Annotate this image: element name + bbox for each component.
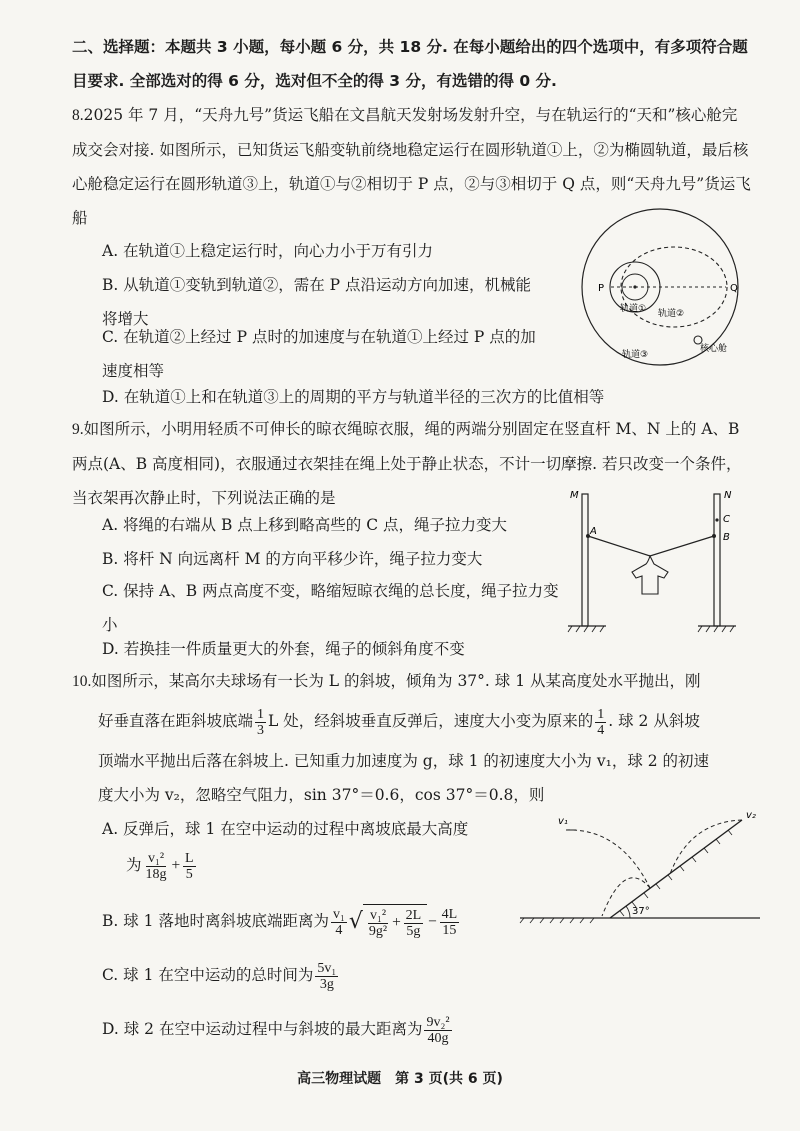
- fraction-one-quarter: $\frac{1}{4}$: [597, 706, 605, 738]
- question-9-option-d: D. 若换挂一件质量更大的外套，绳子的倾斜角度不变: [102, 640, 465, 658]
- slope-figure: [510, 808, 770, 928]
- label-angle: 37°: [632, 906, 650, 917]
- question-9-stem: 如图所示，小明用轻质不可伸长的晾衣绳晾衣服，绳的两端分别固定在竖直杆 M、N 上的 A、B 两点(A、B 高度相同)，衣服通过衣架挂在绳上处于静止状态，不计一切摩擦. 若只改变一个条件，当衣架再次静止时，下列说法正确的是: [72, 420, 742, 507]
- shirt-icon: [632, 556, 668, 594]
- ball-1-trajectory: [566, 830, 650, 888]
- question-8-number: 8.: [72, 107, 84, 124]
- question-9-number: 9.: [72, 421, 84, 438]
- question-10-option-c: C. 球 1 在空中运动的总时间为 $\frac{\text{5v₁}}{3g}$: [102, 960, 337, 992]
- clothesline-figure: [560, 484, 750, 634]
- core-module-icon: [694, 336, 702, 344]
- label-c: C: [723, 514, 730, 525]
- point-c-dot: [715, 518, 718, 521]
- label-m: M: [570, 490, 579, 501]
- section-title: 二、选择题：本题共 3 小题，每小题 6 分，共 18 分. 在每小题给出的四个选项中，有多项符合题目要求. 全部选对的得 6 分，选对但不全的得 3 分，有选错的得 0 分.: [72, 38, 748, 90]
- orbit-figure: [550, 205, 760, 380]
- question-9-option-c: C. 保持 A、B 两点高度不变，略缩短晾衣绳的总长度，绳子拉力变小: [102, 582, 559, 634]
- question-9-option-a: A. 将绳的右端从 B 点上移到略高些的 C 点，绳子拉力变大: [102, 516, 508, 534]
- question-10-number: 10.: [72, 673, 92, 690]
- page-footer: 高三物理试题 第 3 页(共 6 页): [297, 1071, 503, 1087]
- angle-arc: [626, 906, 630, 918]
- fraction-one-third: $\frac{1}{3}$: [257, 706, 265, 738]
- pole-m: [582, 494, 588, 626]
- label-b: B: [723, 532, 730, 543]
- question-8-option-a: A. 在轨道①上稳定运行时，向心力小于万有引力: [102, 242, 434, 260]
- pole-n: [714, 494, 720, 626]
- question-10-option-a-line-1: A. 反弹后，球 1 在空中运动的过程中离坡底最大高度: [102, 820, 469, 838]
- label-v2: v₂: [746, 810, 756, 821]
- label-orbit-1: 轨道①: [620, 304, 647, 314]
- label-a: A: [590, 526, 597, 537]
- question-10-stem-line-1: 如图所示，某高尔夫球场有一长为 L 的斜坡，倾角为 37°. 球 1 从某高度处水平抛出，刚: [91, 672, 701, 690]
- label-n: N: [724, 490, 732, 501]
- question-8-stem: 2025 年 7 月，“天舟九号”货运飞船在文昌航天发射场发射升空，与在轨运行的“天和”核心舱完成交会对接. 如图所示，已知货运飞船变轨前绕地稳定运行在圆形轨道①上，②为椭圆轨道，最后核心舱稳定运行在圆形轨道③上，轨道①与②相切于 P 点，②与③相切于 Q 点，则“天舟九号”货运飞船: [72, 106, 751, 227]
- question-10-option-a-line-2: 为 $\frac{\text{v₁²}}{18g}$ + $\frac{L}{5}$: [126, 850, 194, 882]
- question-10-stem-line-3: 顶端水平抛出后落在斜坡上. 已知重力加速度为 g，球 1 的初速度大小为 v₁，球 2 的初速: [98, 752, 710, 770]
- label-p: P: [598, 283, 605, 294]
- label-core-module: 核心舱: [700, 344, 728, 354]
- slope-line: [610, 820, 742, 918]
- question-10-stem-line-4: 度大小为 v₂，忽略空气阻力，sin 37°＝0.6，cos 37°＝0.8，则: [98, 786, 545, 804]
- point-b-dot: [712, 534, 716, 538]
- question-8-option-d: D. 在轨道①上和在轨道③上的周期的平方与轨道半径的三次方的比值相等: [102, 388, 605, 406]
- clothesline-rope: [588, 536, 714, 556]
- question-10-stem-line-2: 好垂直落在距斜坡底端 $\frac{1}{3}$ L 处，经斜坡垂直反弹后，速度大小变为原来的 $\frac{1}{4}$ . 球 2 从斜坡: [98, 706, 700, 738]
- label-orbit-3: 轨道③: [622, 350, 649, 360]
- label-q: Q: [730, 283, 738, 294]
- question-10-option-d: D. 球 2 在空中运动过程中与斜坡的最大距离为 $\frac{\text{9v₂²}}{40g}$: [102, 1014, 450, 1046]
- question-10: [72, 664, 752, 699]
- question-8-option-c: C. 在轨道②上经过 P 点时的加速度与在轨道①上经过 P 点的加速度相等: [102, 328, 536, 380]
- question-9-option-b: B. 将杆 N 向远离杆 M 的方向平移少许，绳子拉力变大: [102, 550, 483, 568]
- question-8-option-b: B. 从轨道①变轨到轨道②，需在 P 点沿运动方向加速，机械能将增大: [102, 276, 532, 328]
- label-orbit-2: 轨道②: [658, 309, 685, 319]
- question-10-option-b: B. 球 1 落地时离斜坡底端距离为 $\frac{\text{v₁}}{4}$ √ $\frac{\text{v₁²}}{\text{9g²}}$ + $\frac{2L}{5g}$ − $\frac{4L}{15}$: [102, 904, 522, 940]
- label-v1: v₁: [558, 816, 568, 827]
